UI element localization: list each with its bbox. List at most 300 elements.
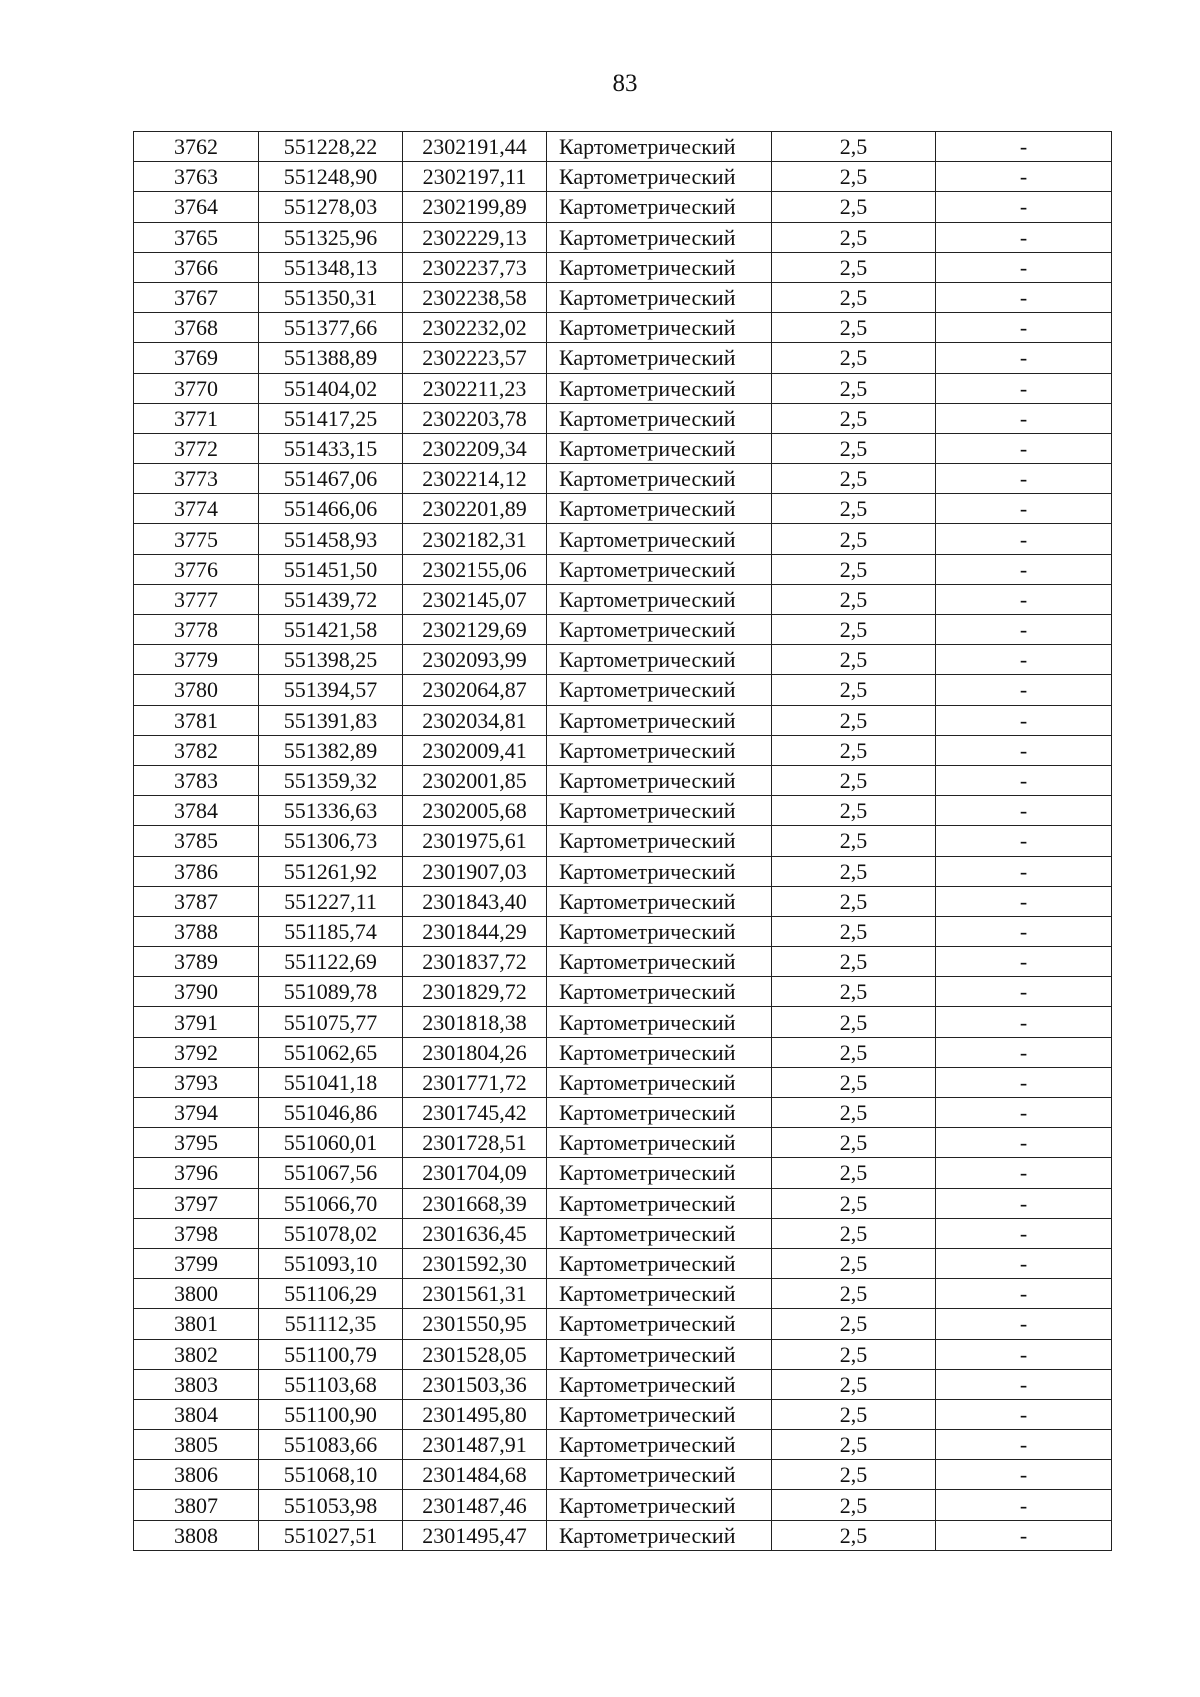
table-row (134, 645, 1112, 675)
x-coordinate-cell: 551041,18 (259, 1067, 403, 1097)
note-cell: - (936, 132, 1112, 162)
method-cell: Картометрический (547, 252, 772, 282)
x-coordinate-cell: 551388,89 (259, 343, 403, 373)
y-coordinate-cell: 2302237,73 (403, 252, 547, 282)
y-coordinate-cell: 2301550,95 (403, 1309, 547, 1339)
note-cell: - (936, 282, 1112, 312)
note-cell: - (936, 856, 1112, 886)
table-row (134, 1037, 1112, 1067)
x-coordinate-cell: 551466,06 (259, 494, 403, 524)
table-row (134, 252, 1112, 282)
table-row (134, 1248, 1112, 1278)
table-row (134, 856, 1112, 886)
table-row (134, 1218, 1112, 1248)
accuracy-cell: 2,5 (772, 1430, 936, 1460)
accuracy-cell: 2,5 (772, 343, 936, 373)
x-coordinate-cell: 551433,15 (259, 433, 403, 463)
x-coordinate-cell: 551078,02 (259, 1218, 403, 1248)
accuracy-cell: 2,5 (772, 1218, 936, 1248)
note-cell: - (936, 252, 1112, 282)
accuracy-cell: 2,5 (772, 675, 936, 705)
x-coordinate-cell: 551066,70 (259, 1188, 403, 1218)
table-row (134, 796, 1112, 826)
point-number-cell: 3788 (134, 916, 259, 946)
x-coordinate-cell: 551348,13 (259, 252, 403, 282)
method-cell: Картометрический (547, 373, 772, 403)
y-coordinate-cell: 2301975,61 (403, 826, 547, 856)
table-row (134, 1520, 1112, 1550)
y-coordinate-cell: 2302232,02 (403, 313, 547, 343)
method-cell: Картометрический (547, 705, 772, 735)
y-coordinate-cell: 2301829,72 (403, 977, 547, 1007)
note-cell: - (936, 1128, 1112, 1158)
accuracy-cell: 2,5 (772, 1399, 936, 1429)
table-row (134, 977, 1112, 1007)
x-coordinate-cell: 551083,66 (259, 1430, 403, 1460)
y-coordinate-cell: 2302182,31 (403, 524, 547, 554)
x-coordinate-cell: 551394,57 (259, 675, 403, 705)
coordinates-table-body (134, 132, 1112, 1551)
y-coordinate-cell: 2302223,57 (403, 343, 547, 373)
method-cell: Картометрический (547, 132, 772, 162)
accuracy-cell: 2,5 (772, 1128, 936, 1158)
table-row (134, 282, 1112, 312)
point-number-cell: 3807 (134, 1490, 259, 1520)
accuracy-cell: 2,5 (772, 1279, 936, 1309)
x-coordinate-cell: 551106,29 (259, 1279, 403, 1309)
point-number-cell: 3794 (134, 1098, 259, 1128)
x-coordinate-cell: 551467,06 (259, 464, 403, 494)
accuracy-cell: 2,5 (772, 705, 936, 735)
x-coordinate-cell: 551404,02 (259, 373, 403, 403)
method-cell: Картометрический (547, 1369, 772, 1399)
note-cell: - (936, 1158, 1112, 1188)
method-cell: Картометрический (547, 343, 772, 373)
x-coordinate-cell: 551100,79 (259, 1339, 403, 1369)
x-coordinate-cell: 551325,96 (259, 222, 403, 252)
table-row (134, 705, 1112, 735)
table-row (134, 132, 1112, 162)
note-cell: - (936, 1430, 1112, 1460)
method-cell: Картометрический (547, 1339, 772, 1369)
table-row (134, 433, 1112, 463)
note-cell: - (936, 1037, 1112, 1067)
table-row (134, 222, 1112, 252)
method-cell: Картометрический (547, 1490, 772, 1520)
table-row (134, 1369, 1112, 1399)
accuracy-cell: 2,5 (772, 1007, 936, 1037)
x-coordinate-cell: 551439,72 (259, 584, 403, 614)
accuracy-cell: 2,5 (772, 282, 936, 312)
y-coordinate-cell: 2302214,12 (403, 464, 547, 494)
x-coordinate-cell: 551122,69 (259, 947, 403, 977)
accuracy-cell: 2,5 (772, 645, 936, 675)
y-coordinate-cell: 2302209,34 (403, 433, 547, 463)
accuracy-cell: 2,5 (772, 1490, 936, 1520)
y-coordinate-cell: 2301704,09 (403, 1158, 547, 1188)
note-cell: - (936, 1339, 1112, 1369)
table-row (134, 1309, 1112, 1339)
table-row (134, 947, 1112, 977)
note-cell: - (936, 343, 1112, 373)
method-cell: Картометрический (547, 1128, 772, 1158)
note-cell: - (936, 765, 1112, 795)
point-number-cell: 3808 (134, 1520, 259, 1550)
x-coordinate-cell: 551451,50 (259, 554, 403, 584)
table-row (134, 403, 1112, 433)
accuracy-cell: 2,5 (772, 886, 936, 916)
note-cell: - (936, 1279, 1112, 1309)
table-row (134, 464, 1112, 494)
table-row (134, 916, 1112, 946)
method-cell: Картометрический (547, 916, 772, 946)
y-coordinate-cell: 2301771,72 (403, 1067, 547, 1097)
accuracy-cell: 2,5 (772, 826, 936, 856)
method-cell: Картометрический (547, 886, 772, 916)
table-row (134, 554, 1112, 584)
note-cell: - (936, 1007, 1112, 1037)
method-cell: Картометрический (547, 222, 772, 252)
x-coordinate-cell: 551306,73 (259, 826, 403, 856)
table-row (134, 886, 1112, 916)
point-number-cell: 3774 (134, 494, 259, 524)
accuracy-cell: 2,5 (772, 765, 936, 795)
table-row (134, 1490, 1112, 1520)
point-number-cell: 3791 (134, 1007, 259, 1037)
y-coordinate-cell: 2302211,23 (403, 373, 547, 403)
point-number-cell: 3784 (134, 796, 259, 826)
note-cell: - (936, 222, 1112, 252)
note-cell: - (936, 313, 1112, 343)
y-coordinate-cell: 2301837,72 (403, 947, 547, 977)
note-cell: - (936, 1520, 1112, 1550)
note-cell: - (936, 554, 1112, 584)
accuracy-cell: 2,5 (772, 1067, 936, 1097)
table-row (134, 1158, 1112, 1188)
note-cell: - (936, 1490, 1112, 1520)
y-coordinate-cell: 2302034,81 (403, 705, 547, 735)
method-cell: Картометрический (547, 464, 772, 494)
x-coordinate-cell: 551112,35 (259, 1309, 403, 1339)
y-coordinate-cell: 2302191,44 (403, 132, 547, 162)
note-cell: - (936, 584, 1112, 614)
y-coordinate-cell: 2302199,89 (403, 192, 547, 222)
method-cell: Картометрический (547, 1188, 772, 1218)
point-number-cell: 3778 (134, 615, 259, 645)
y-coordinate-cell: 2301561,31 (403, 1279, 547, 1309)
x-coordinate-cell: 551398,25 (259, 645, 403, 675)
note-cell: - (936, 735, 1112, 765)
method-cell: Картометрический (547, 584, 772, 614)
accuracy-cell: 2,5 (772, 162, 936, 192)
point-number-cell: 3796 (134, 1158, 259, 1188)
x-coordinate-cell: 551248,90 (259, 162, 403, 192)
x-coordinate-cell: 551067,56 (259, 1158, 403, 1188)
method-cell: Картометрический (547, 192, 772, 222)
y-coordinate-cell: 2302093,99 (403, 645, 547, 675)
x-coordinate-cell: 551093,10 (259, 1248, 403, 1278)
point-number-cell: 3786 (134, 856, 259, 886)
y-coordinate-cell: 2301503,36 (403, 1369, 547, 1399)
method-cell: Картометрический (547, 494, 772, 524)
point-number-cell: 3783 (134, 765, 259, 795)
accuracy-cell: 2,5 (772, 433, 936, 463)
note-cell: - (936, 675, 1112, 705)
accuracy-cell: 2,5 (772, 735, 936, 765)
method-cell: Картометрический (547, 1248, 772, 1278)
note-cell: - (936, 403, 1112, 433)
note-cell: - (936, 796, 1112, 826)
table-row (134, 343, 1112, 373)
y-coordinate-cell: 2301745,42 (403, 1098, 547, 1128)
x-coordinate-cell: 551350,31 (259, 282, 403, 312)
note-cell: - (936, 1460, 1112, 1490)
x-coordinate-cell: 551261,92 (259, 856, 403, 886)
table-row (134, 1128, 1112, 1158)
method-cell: Картометрический (547, 796, 772, 826)
y-coordinate-cell: 2301528,05 (403, 1339, 547, 1369)
point-number-cell: 3789 (134, 947, 259, 977)
y-coordinate-cell: 2302229,13 (403, 222, 547, 252)
accuracy-cell: 2,5 (772, 222, 936, 252)
accuracy-cell: 2,5 (772, 1037, 936, 1067)
note-cell: - (936, 1248, 1112, 1278)
point-number-cell: 3777 (134, 584, 259, 614)
accuracy-cell: 2,5 (772, 524, 936, 554)
x-coordinate-cell: 551227,11 (259, 886, 403, 916)
y-coordinate-cell: 2301484,68 (403, 1460, 547, 1490)
point-number-cell: 3764 (134, 192, 259, 222)
method-cell: Картометрический (547, 313, 772, 343)
method-cell: Картометрический (547, 977, 772, 1007)
y-coordinate-cell: 2302197,11 (403, 162, 547, 192)
x-coordinate-cell: 551068,10 (259, 1460, 403, 1490)
x-coordinate-cell: 551377,66 (259, 313, 403, 343)
note-cell: - (936, 1067, 1112, 1097)
accuracy-cell: 2,5 (772, 403, 936, 433)
point-number-cell: 3768 (134, 313, 259, 343)
table-row (134, 192, 1112, 222)
point-number-cell: 3801 (134, 1309, 259, 1339)
accuracy-cell: 2,5 (772, 584, 936, 614)
y-coordinate-cell: 2301495,47 (403, 1520, 547, 1550)
point-number-cell: 3763 (134, 162, 259, 192)
x-coordinate-cell: 551046,86 (259, 1098, 403, 1128)
note-cell: - (936, 494, 1112, 524)
accuracy-cell: 2,5 (772, 1339, 936, 1369)
note-cell: - (936, 1369, 1112, 1399)
accuracy-cell: 2,5 (772, 132, 936, 162)
note-cell: - (936, 1188, 1112, 1218)
y-coordinate-cell: 2301636,45 (403, 1218, 547, 1248)
y-coordinate-cell: 2301487,46 (403, 1490, 547, 1520)
method-cell: Картометрический (547, 1279, 772, 1309)
method-cell: Картометрический (547, 1460, 772, 1490)
accuracy-cell: 2,5 (772, 1098, 936, 1128)
x-coordinate-cell: 551185,74 (259, 916, 403, 946)
note-cell: - (936, 464, 1112, 494)
table-row (134, 615, 1112, 645)
accuracy-cell: 2,5 (772, 313, 936, 343)
page-number: 83 (612, 70, 638, 97)
table-row (134, 1399, 1112, 1429)
method-cell: Картометрический (547, 403, 772, 433)
x-coordinate-cell: 551336,63 (259, 796, 403, 826)
method-cell: Картометрический (547, 615, 772, 645)
x-coordinate-cell: 551278,03 (259, 192, 403, 222)
y-coordinate-cell: 2301728,51 (403, 1128, 547, 1158)
point-number-cell: 3793 (134, 1067, 259, 1097)
y-coordinate-cell: 2301592,30 (403, 1248, 547, 1278)
table-row (134, 373, 1112, 403)
method-cell: Картометрический (547, 765, 772, 795)
y-coordinate-cell: 2301668,39 (403, 1188, 547, 1218)
note-cell: - (936, 645, 1112, 675)
x-coordinate-cell: 551103,68 (259, 1369, 403, 1399)
y-coordinate-cell: 2301843,40 (403, 886, 547, 916)
y-coordinate-cell: 2301844,29 (403, 916, 547, 946)
method-cell: Картометрический (547, 1399, 772, 1429)
accuracy-cell: 2,5 (772, 192, 936, 222)
method-cell: Картометрический (547, 735, 772, 765)
note-cell: - (936, 1399, 1112, 1429)
point-number-cell: 3781 (134, 705, 259, 735)
point-number-cell: 3771 (134, 403, 259, 433)
point-number-cell: 3767 (134, 282, 259, 312)
point-number-cell: 3780 (134, 675, 259, 705)
method-cell: Картометрический (547, 1158, 772, 1188)
point-number-cell: 3790 (134, 977, 259, 1007)
method-cell: Картометрический (547, 1067, 772, 1097)
x-coordinate-cell: 551417,25 (259, 403, 403, 433)
coordinates-table (133, 131, 1112, 1551)
note-cell: - (936, 615, 1112, 645)
accuracy-cell: 2,5 (772, 615, 936, 645)
note-cell: - (936, 826, 1112, 856)
accuracy-cell: 2,5 (772, 1309, 936, 1339)
x-coordinate-cell: 551053,98 (259, 1490, 403, 1520)
point-number-cell: 3770 (134, 373, 259, 403)
accuracy-cell: 2,5 (772, 947, 936, 977)
method-cell: Картометрический (547, 1218, 772, 1248)
point-number-cell: 3776 (134, 554, 259, 584)
method-cell: Картометрический (547, 1520, 772, 1550)
x-coordinate-cell: 551075,77 (259, 1007, 403, 1037)
note-cell: - (936, 1218, 1112, 1248)
note-cell: - (936, 524, 1112, 554)
note-cell: - (936, 192, 1112, 222)
point-number-cell: 3795 (134, 1128, 259, 1158)
point-number-cell: 3766 (134, 252, 259, 282)
accuracy-cell: 2,5 (772, 916, 936, 946)
table-row (134, 1460, 1112, 1490)
point-number-cell: 3799 (134, 1248, 259, 1278)
point-number-cell: 3773 (134, 464, 259, 494)
x-coordinate-cell: 551421,58 (259, 615, 403, 645)
accuracy-cell: 2,5 (772, 373, 936, 403)
y-coordinate-cell: 2301907,03 (403, 856, 547, 886)
y-coordinate-cell: 2302145,07 (403, 584, 547, 614)
point-number-cell: 3797 (134, 1188, 259, 1218)
table-row (134, 494, 1112, 524)
method-cell: Картометрический (547, 282, 772, 312)
point-number-cell: 3800 (134, 1279, 259, 1309)
method-cell: Картометрический (547, 675, 772, 705)
point-number-cell: 3803 (134, 1369, 259, 1399)
y-coordinate-cell: 2302064,87 (403, 675, 547, 705)
accuracy-cell: 2,5 (772, 977, 936, 1007)
table-row (134, 162, 1112, 192)
y-coordinate-cell: 2301804,26 (403, 1037, 547, 1067)
x-coordinate-cell: 551100,90 (259, 1399, 403, 1429)
method-cell: Картометрический (547, 1037, 772, 1067)
note-cell: - (936, 886, 1112, 916)
table-row (134, 1007, 1112, 1037)
y-coordinate-cell: 2301487,91 (403, 1430, 547, 1460)
accuracy-cell: 2,5 (772, 252, 936, 282)
accuracy-cell: 2,5 (772, 1369, 936, 1399)
y-coordinate-cell: 2302238,58 (403, 282, 547, 312)
point-number-cell: 3787 (134, 886, 259, 916)
table-row (134, 735, 1112, 765)
note-cell: - (936, 162, 1112, 192)
x-coordinate-cell: 551228,22 (259, 132, 403, 162)
table-row (134, 524, 1112, 554)
point-number-cell: 3779 (134, 645, 259, 675)
note-cell: - (936, 705, 1112, 735)
method-cell: Картометрический (547, 433, 772, 463)
x-coordinate-cell: 551458,93 (259, 524, 403, 554)
table-row (134, 1067, 1112, 1097)
y-coordinate-cell: 2301818,38 (403, 1007, 547, 1037)
point-number-cell: 3806 (134, 1460, 259, 1490)
note-cell: - (936, 916, 1112, 946)
y-coordinate-cell: 2302203,78 (403, 403, 547, 433)
y-coordinate-cell: 2302001,85 (403, 765, 547, 795)
note-cell: - (936, 1309, 1112, 1339)
table-row (134, 675, 1112, 705)
point-number-cell: 3762 (134, 132, 259, 162)
accuracy-cell: 2,5 (772, 796, 936, 826)
point-number-cell: 3805 (134, 1430, 259, 1460)
point-number-cell: 3769 (134, 343, 259, 373)
x-coordinate-cell: 551359,32 (259, 765, 403, 795)
method-cell: Картометрический (547, 524, 772, 554)
table-row (134, 826, 1112, 856)
point-number-cell: 3804 (134, 1399, 259, 1429)
note-cell: - (936, 977, 1112, 1007)
accuracy-cell: 2,5 (772, 1520, 936, 1550)
point-number-cell: 3792 (134, 1037, 259, 1067)
x-coordinate-cell: 551391,83 (259, 705, 403, 735)
x-coordinate-cell: 551382,89 (259, 735, 403, 765)
method-cell: Картометрический (547, 1007, 772, 1037)
accuracy-cell: 2,5 (772, 856, 936, 886)
y-coordinate-cell: 2302155,06 (403, 554, 547, 584)
x-coordinate-cell: 551062,65 (259, 1037, 403, 1067)
point-number-cell: 3765 (134, 222, 259, 252)
note-cell: - (936, 373, 1112, 403)
point-number-cell: 3775 (134, 524, 259, 554)
note-cell: - (936, 1098, 1112, 1128)
table-row (134, 1098, 1112, 1128)
y-coordinate-cell: 2302201,89 (403, 494, 547, 524)
accuracy-cell: 2,5 (772, 1248, 936, 1278)
accuracy-cell: 2,5 (772, 1158, 936, 1188)
method-cell: Картометрический (547, 856, 772, 886)
accuracy-cell: 2,5 (772, 1188, 936, 1218)
accuracy-cell: 2,5 (772, 554, 936, 584)
